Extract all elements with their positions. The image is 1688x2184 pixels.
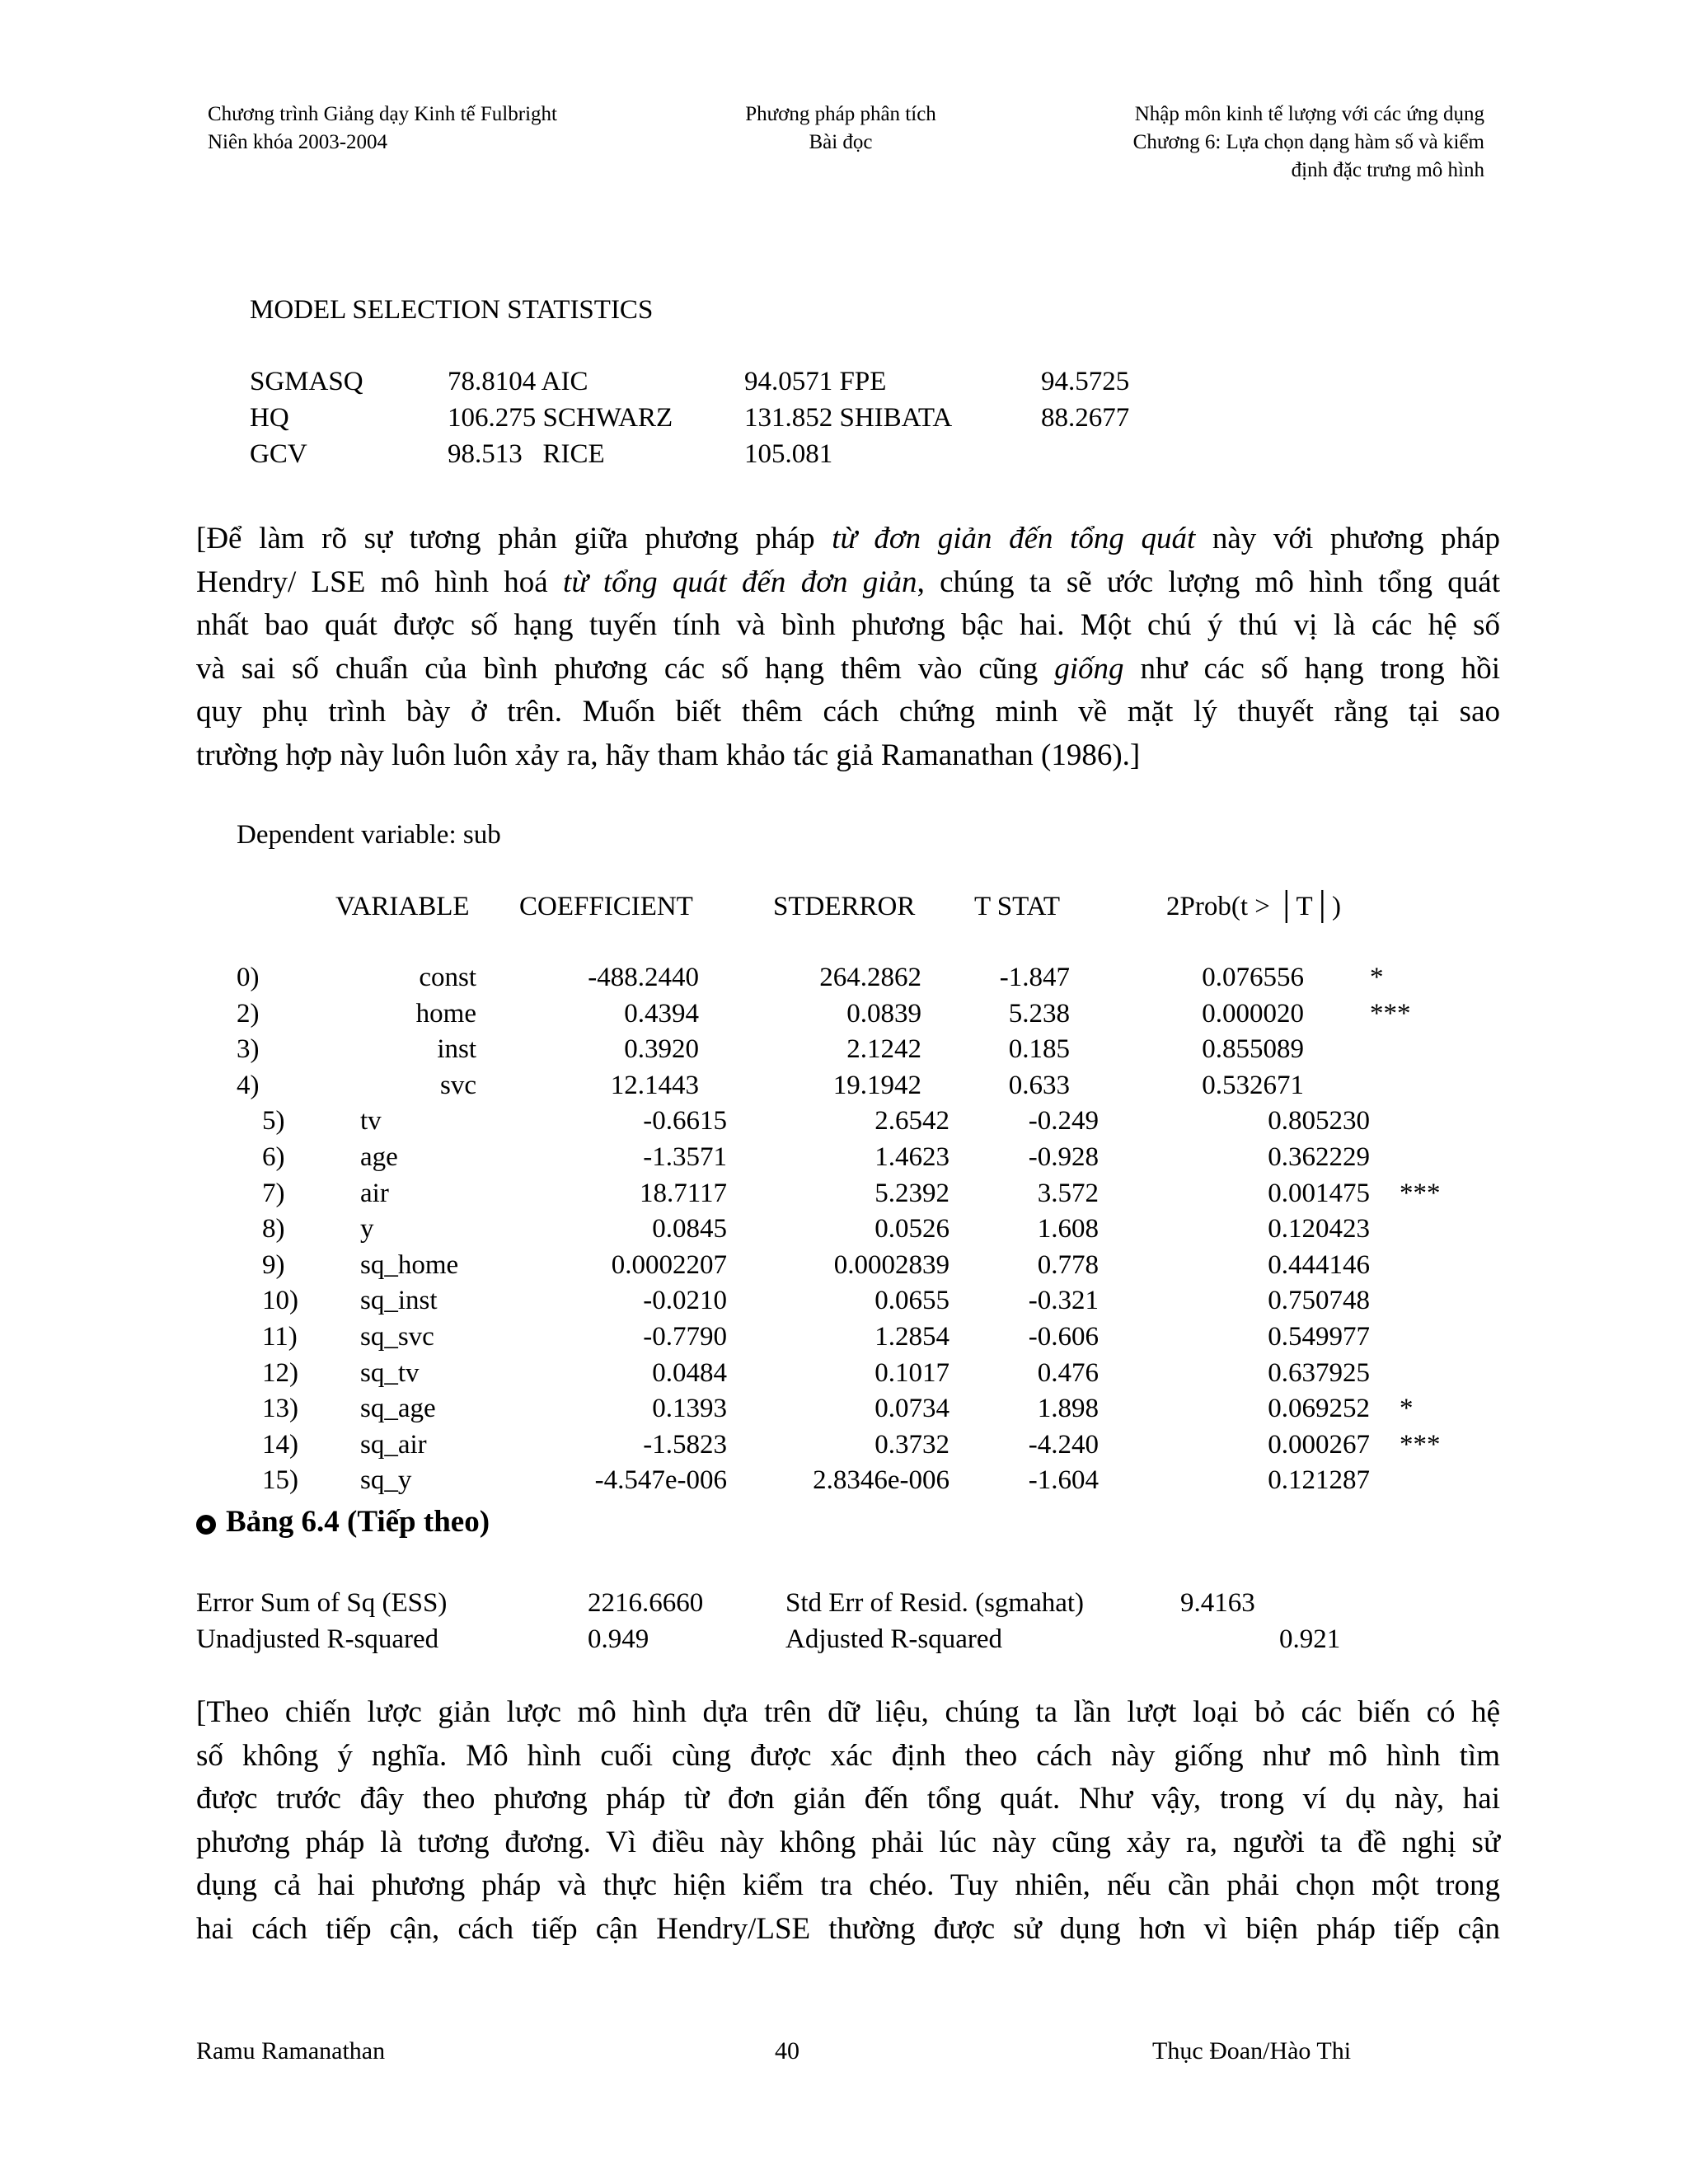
stderror-value: 1.2854 xyxy=(874,1322,950,1352)
tstat-value: -1.604 xyxy=(1028,1465,1099,1496)
variable-name: tv xyxy=(360,1106,382,1137)
col-header-tstat: T STAT xyxy=(974,892,1061,921)
paragraph-intro xyxy=(196,518,1500,777)
tstat-value: 0.185 xyxy=(1008,1034,1070,1065)
stderror-value: 0.1017 xyxy=(874,1357,950,1388)
row-index: 10) xyxy=(262,1286,298,1316)
tstat-value: -0.606 xyxy=(1028,1322,1099,1352)
tstat-value: -4.240 xyxy=(1028,1429,1099,1460)
coefficient-value: 0.0002207 xyxy=(611,1249,727,1280)
coefficient-value: -1.3571 xyxy=(643,1142,727,1172)
para1-line: và sai số chuẩn của bình phương các số hạng thêm vào cũng giống như các số hạng trong hồi xyxy=(196,651,1500,686)
tstat-value: 3.572 xyxy=(1037,1178,1099,1208)
row-index: 11) xyxy=(262,1322,298,1352)
header-chapter-cont: định đặc trưng mô hình xyxy=(1291,159,1484,181)
tstat-value: -0.928 xyxy=(1028,1142,1099,1172)
col-header-coefficient: COEFFICIENT xyxy=(519,892,693,921)
para2-line: [Theo chiến lược giản lược mô hình dựa trên dữ liệu, chúng ta lần lượt loại bỏ các biến có hệ xyxy=(196,1695,1500,1729)
para2-line: phương pháp là tương đương. Vì điều này không phải lúc này cũng xảy ra, người ta đề nghị sử xyxy=(196,1825,1500,1859)
prob-value: 0.000267 xyxy=(1268,1429,1370,1460)
r2-value: 0.949 xyxy=(588,1624,649,1654)
row-index: 13) xyxy=(262,1394,298,1424)
stderror-value: 5.2392 xyxy=(874,1178,950,1208)
col-header-variable: VARIABLE xyxy=(335,892,470,921)
stderror-value: 2.1242 xyxy=(846,1034,921,1065)
ms-cell: 88.2677 xyxy=(1041,403,1130,433)
row-index: 5) xyxy=(262,1106,285,1137)
variable-name: sq_inst xyxy=(360,1286,438,1316)
prob-value: 0.121287 xyxy=(1268,1465,1370,1496)
stderror-value: 0.0839 xyxy=(846,998,921,1029)
ms-cell: 94.5725 xyxy=(1041,367,1130,396)
tstat-value: 0.633 xyxy=(1008,1070,1070,1100)
footer-translators: Thục Đoan/Hào Thi xyxy=(1152,2037,1352,2064)
row-index: 12) xyxy=(262,1357,298,1388)
ms-cell: 106.275 SCHWARZ xyxy=(448,403,673,433)
tstat-value: 1.898 xyxy=(1037,1394,1099,1424)
significance-stars: *** xyxy=(1400,1178,1441,1208)
prob-value: 0.805230 xyxy=(1268,1106,1370,1137)
tstat-value: 5.238 xyxy=(1008,998,1070,1029)
sgmahat-label: Std Err of Resid. (sgmahat) xyxy=(785,1588,1085,1618)
table-caption: Bảng 6.4 (Tiếp theo) xyxy=(196,1504,490,1540)
coefficient-value: 18.7117 xyxy=(639,1178,727,1208)
coefficient-value: -0.6615 xyxy=(643,1106,727,1137)
row-index: 3) xyxy=(237,1034,260,1065)
header-year: Niên khóa 2003-2004 xyxy=(208,131,388,153)
para2-line: được trước đây theo phương pháp từ đơn giản đến tổng quát. Như vậy, trong ví dụ này, hai xyxy=(196,1782,1500,1816)
tstat-value: -0.321 xyxy=(1028,1286,1099,1316)
row-index: 0) xyxy=(237,963,260,992)
ms-cell: HQ xyxy=(250,403,289,433)
stderror-value: 2.8346e-006 xyxy=(813,1465,950,1496)
prob-value: 0.444146 xyxy=(1268,1249,1370,1280)
ms-cell: GCV xyxy=(250,439,307,469)
tstat-value: 0.778 xyxy=(1037,1249,1099,1280)
variable-name: sq_tv xyxy=(360,1357,420,1388)
variable-name: inst xyxy=(437,1034,476,1065)
coefficient-value: -1.5823 xyxy=(643,1429,727,1460)
ess-label: Error Sum of Sq (ESS) xyxy=(196,1588,448,1618)
header-program: Chương trình Giảng dạy Kinh tế Fulbright xyxy=(208,103,557,125)
stderror-value: 1.4623 xyxy=(874,1142,950,1172)
row-index: 4) xyxy=(237,1070,260,1100)
r2-label: Unadjusted R-squared xyxy=(196,1624,439,1654)
coefficient-value: 0.4394 xyxy=(624,998,699,1029)
stderror-value: 0.0655 xyxy=(874,1286,950,1316)
variable-name: sq_svc xyxy=(360,1322,434,1352)
coefficient-value: -0.7790 xyxy=(643,1322,727,1352)
variable-name: sq_air xyxy=(360,1429,427,1460)
para2-line: hai cách tiếp cận, cách tiếp cận Hendry/LSE thường được sử dụng hơn vì biện pháp tiếp cận xyxy=(196,1911,1500,1946)
variable-name: air xyxy=(360,1178,389,1208)
stderror-value: 19.1942 xyxy=(832,1070,921,1100)
stderror-value: 0.0002839 xyxy=(833,1249,950,1280)
prob-value: 0.637925 xyxy=(1268,1357,1370,1388)
coefficient-value: -488.2440 xyxy=(588,963,699,992)
header-chapter: Chương 6: Lựa chọn dạng hàm số và kiểm xyxy=(1132,131,1484,153)
significance-stars: * xyxy=(1370,963,1384,992)
coefficient-value: 12.1443 xyxy=(610,1070,699,1100)
tstat-value: 0.476 xyxy=(1037,1357,1099,1388)
ms-cell: 98.513 RICE xyxy=(448,439,605,469)
coefficient-value: 0.3920 xyxy=(624,1034,699,1065)
col-header-stderror: STDERROR xyxy=(773,892,916,921)
ms-cell: SGMASQ xyxy=(250,367,363,396)
stderror-value: 2.6542 xyxy=(874,1106,950,1137)
significance-stars: *** xyxy=(1400,1429,1441,1460)
coefficient-value: 0.0484 xyxy=(652,1357,727,1388)
coefficient-value: 0.0845 xyxy=(652,1214,727,1244)
row-index: 9) xyxy=(262,1249,285,1280)
variable-name: const xyxy=(419,963,476,992)
prob-value: 0.532671 xyxy=(1202,1070,1304,1100)
para2-line: số không ý nghĩa. Mô hình cuối cùng được xác định theo cách này giống như mô hình tìm xyxy=(196,1738,1500,1773)
para2-line: dụng cả hai phương pháp và thực hiện kiểm tra chéo. Tuy nhiên, nếu cần phải chọn một trong xyxy=(196,1868,1500,1902)
significance-stars: *** xyxy=(1370,998,1411,1029)
ess-value: 2216.6660 xyxy=(588,1588,704,1618)
prob-value: 0.069252 xyxy=(1268,1394,1370,1424)
prob-value: 0.362229 xyxy=(1268,1142,1370,1172)
prob-value: 0.000020 xyxy=(1202,998,1304,1029)
adj-r2-value: 0.921 xyxy=(1279,1624,1341,1654)
prob-value: 0.549977 xyxy=(1268,1322,1370,1352)
para1-line: trường hợp này luôn luôn xảy ra, hãy tham khảo tác giả Ramanathan (1986).] xyxy=(196,738,1141,772)
significance-stars: * xyxy=(1400,1394,1414,1424)
ms-cell: 105.081 xyxy=(744,439,833,469)
ms-cell: 78.8104 AIC xyxy=(448,367,588,396)
tstat-value: 1.608 xyxy=(1037,1214,1099,1244)
paragraph-conclusion xyxy=(196,1691,1500,1951)
footer-page-number: 40 xyxy=(775,2037,799,2064)
tstat-value: -1.847 xyxy=(999,963,1070,992)
variable-name: y xyxy=(360,1214,374,1244)
para1-line: Hendry/ LSE mô hình hoá từ tổng quát đến đơn giản, chúng ta sẽ ước lượng mô hình tổng quát xyxy=(196,565,1501,599)
row-index: 6) xyxy=(262,1142,285,1172)
model-selection-title: MODEL SELECTION STATISTICS xyxy=(250,295,654,325)
coefficient-value: -4.547e-006 xyxy=(594,1465,727,1496)
para1-line: [Để làm rõ sự tương phản giữa phương pháp từ đơn giản đến tổng quát này với phương pháp xyxy=(196,522,1501,555)
row-index: 7) xyxy=(262,1178,285,1208)
bullet-circle-icon xyxy=(196,1515,216,1535)
col-header-prob: 2Prob(t > │T│) xyxy=(1166,892,1342,921)
row-index: 8) xyxy=(262,1214,285,1244)
footer-author: Ramu Ramanathan xyxy=(196,2037,386,2064)
variable-name: sq_y xyxy=(360,1465,412,1496)
para1-line: quy phụ trình bày ở trên. Muốn biết thêm cách chứng minh về mặt lý thuyết rằng tại sao xyxy=(196,695,1500,729)
header-center xyxy=(734,101,948,157)
variable-name: sq_home xyxy=(360,1249,459,1280)
stderror-value: 0.3732 xyxy=(874,1429,950,1460)
coefficient-value: -0.0210 xyxy=(643,1286,727,1316)
stderror-value: 264.2862 xyxy=(819,963,921,992)
header-right xyxy=(1133,101,1484,185)
ms-cell: 94.0571 FPE xyxy=(744,367,887,396)
dependent-variable-label: Dependent variable: sub xyxy=(237,820,501,850)
tstat-value: -0.249 xyxy=(1028,1106,1099,1137)
sgmahat-value: 9.4163 xyxy=(1180,1588,1255,1618)
ms-cell: 131.852 SHIBATA xyxy=(744,403,953,433)
coefficient-value: 0.1393 xyxy=(652,1394,727,1424)
row-index: 2) xyxy=(237,998,260,1029)
row-index: 14) xyxy=(262,1429,298,1460)
header-method: Phương pháp phân tích xyxy=(745,103,936,125)
variable-name: sq_age xyxy=(360,1394,436,1424)
prob-value: 0.120423 xyxy=(1268,1214,1370,1244)
prob-value: 0.076556 xyxy=(1202,963,1304,992)
adj-r2-label: Adjusted R-squared xyxy=(785,1624,1003,1654)
header-left xyxy=(208,101,557,157)
stderror-value: 0.0734 xyxy=(874,1394,950,1424)
para1-line: nhất bao quát được số hạng tuyến tính và bình phương bậc hai. Một chú ý thú vị là các hệ số xyxy=(196,608,1500,642)
variable-name: age xyxy=(360,1142,398,1172)
variable-name: svc xyxy=(440,1070,476,1100)
header-reading: Bài đọc xyxy=(809,131,873,153)
prob-value: 0.855089 xyxy=(1202,1034,1304,1065)
stderror-value: 0.0526 xyxy=(874,1214,950,1244)
prob-value: 0.750748 xyxy=(1268,1286,1370,1316)
prob-value: 0.001475 xyxy=(1268,1178,1370,1208)
variable-name: home xyxy=(415,998,476,1029)
row-index: 15) xyxy=(262,1465,298,1496)
header-book-title: Nhập môn kinh tế lượng với các ứng dụng xyxy=(1134,103,1484,125)
